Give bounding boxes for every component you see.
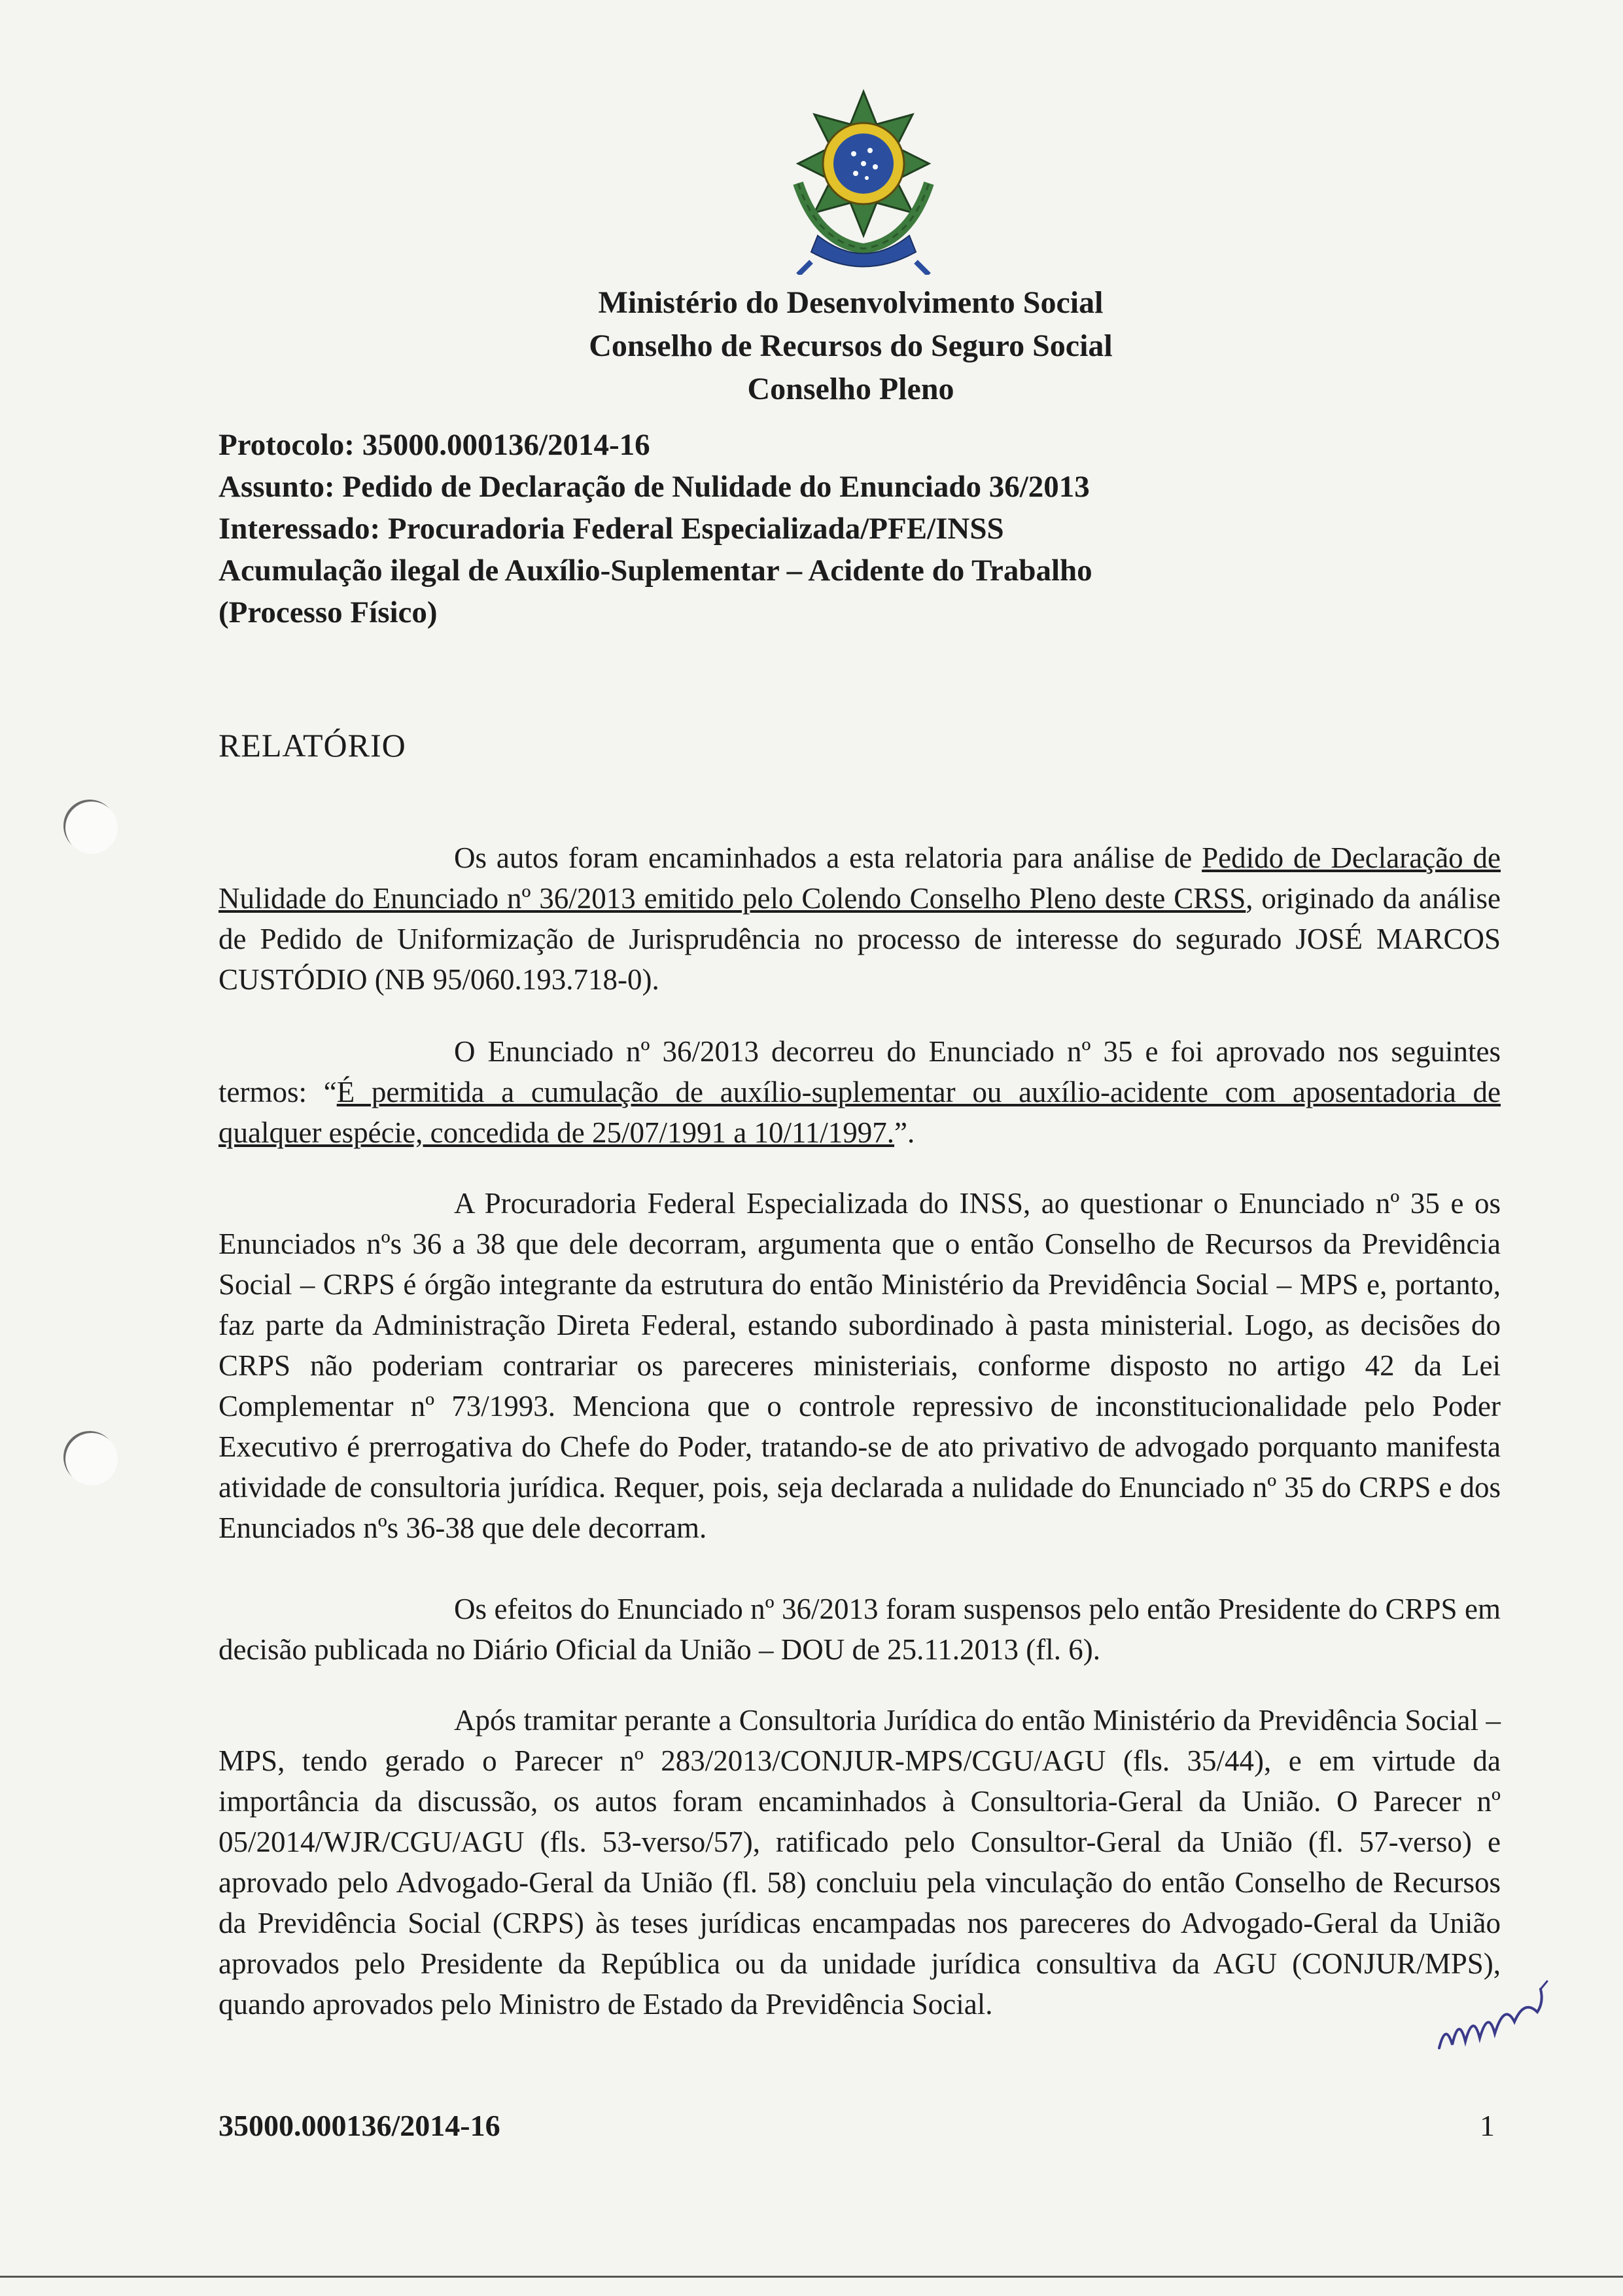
subject-line: Assunto: Pedido de Declaração de Nulidade do Enunciado 36/2013 <box>218 470 1090 504</box>
paragraph-text: ”. <box>894 1116 915 1149</box>
ministry-name: Ministério do Desenvolvimento Social <box>598 285 1104 320</box>
punch-hole <box>65 1433 118 1485</box>
process-type-line: (Processo Físico) <box>218 595 438 629</box>
underlined-text: Pedido de Declaração de Nulidade do Enunciado nº 36/2013 emitido pelo Colendo Conselho Pleno deste CRSS <box>218 841 1501 915</box>
paragraph-1 <box>218 838 1501 1000</box>
footer-reference: 35000.000136/2014-16 <box>218 2109 500 2142</box>
board-name: Conselho Pleno <box>747 372 954 406</box>
case-metadata <box>218 424 1092 633</box>
paragraph-2 <box>218 1031 1501 1153</box>
paragraph-3 <box>218 1183 1501 1548</box>
brazil-coat-of-arms-emblem <box>772 85 955 275</box>
interested-party-line: Interessado: Procuradoria Federal Especializada/PFE/INSS <box>218 512 1004 546</box>
paragraph-text: Os autos foram encaminhados a esta relatoria para análise de <box>454 841 1202 874</box>
underlined-text: É permitida a cumulação de auxílio-suplementar ou auxílio-acidente com aposentadoria de qualquer espécie, concedida de 25/07/1991 a 10/11/1997. <box>218 1076 1501 1149</box>
punch-hole <box>65 802 118 854</box>
paragraph-4 <box>218 1589 1501 1670</box>
paragraph-text: , originado da análise de Pedido de Uniformização de Jurisprudência no processo de interesse do segurado JOSÉ MARCOS CUSTÓDIO (NB 95/060.193.718-0). <box>218 882 1501 996</box>
paragraph-text: O Enunciado nº 36/2013 decorreu do Enunciado nº 35 e foi aprovado nos seguintes termos: “ <box>218 1035 1501 1108</box>
document-header <box>0 281 1623 411</box>
page-number: 1 <box>1480 2109 1495 2142</box>
paragraph-5 <box>218 1700 1501 2024</box>
paragraph-text: A Procuradoria Federal Especializada do INSS, ao questionar o Enunciado nº 35 e os Enunciados nºs 36 a 38 que dele decorram, argumenta que o então Conselho de Recursos da Previdência Social – CRPS é órgão integrante da estrutura do então Ministério da Previdência Social – MPS e, portanto, faz parte da Administração Direta Federal, estando subordinado à pasta ministerial. Logo, as decisões do CRPS não poderiam contrariar os pareceres ministeriais, conforme disposto no artigo 42 da Lei Complementar nº 73/1993. Menciona que o controle repressivo de inconstitucionalidade pelo Poder Executivo é prerrogativa do Chefe do Poder, tratando-se de ato privativo de advogado porquanto manifesta atividade de consultoria jurídica. Requer, pois, seja declarada a nulidade do Enunciado nº 35 do CRPS e dos Enunciados nºs 36-38 que dele decorram. <box>218 1187 1501 1544</box>
paragraph-text: Os efeitos do Enunciado nº 36/2013 foram suspensos pelo então Presidente do CRPS em decisão publicada no Diário Oficial da União – DOU de 25.11.2013 (fl. 6). <box>218 1593 1501 1666</box>
report-title: RELATÓRIO <box>218 727 406 764</box>
protocol-line: Protocolo: 35000.000136/2014-16 <box>218 428 650 462</box>
accumulation-line: Acumulação ilegal de Auxílio-Suplementar – Acidente do Trabalho <box>218 554 1092 588</box>
scan-edge-line <box>0 2276 1623 2278</box>
council-name: Conselho de Recursos do Seguro Social <box>589 328 1113 363</box>
handwritten-initials-signature <box>1426 1976 1557 2068</box>
paragraph-text: Após tramitar perante a Consultoria Jurídica do então Ministério da Previdência Social – MPS, tendo gerado o Parecer nº 283/2013/CONJUR-MPS/CGU/AGU (fls. 35/44), e em virtude da importância da discussão, os autos foram encaminhados à Consultoria-Geral da União. O Parecer nº 05/2014/WJR/CGU/AGU (fls. 53-verso/57), ratificado pelo Consultor-Geral da União (fl. 57-verso) e aprovado pelo Advogado-Geral da União (fl. 58) concluiu pela vinculação do então Conselho de Recursos da Previdência Social (CRPS) às teses jurídicas encampadas nos pareceres do Advogado-Geral da União aprovados pelo Presidente da República ou da unidade jurídica consultiva da AGU (CONJUR/MPS), quando aprovados pelo Ministro de Estado da Previdência Social. <box>218 1704 1501 2021</box>
